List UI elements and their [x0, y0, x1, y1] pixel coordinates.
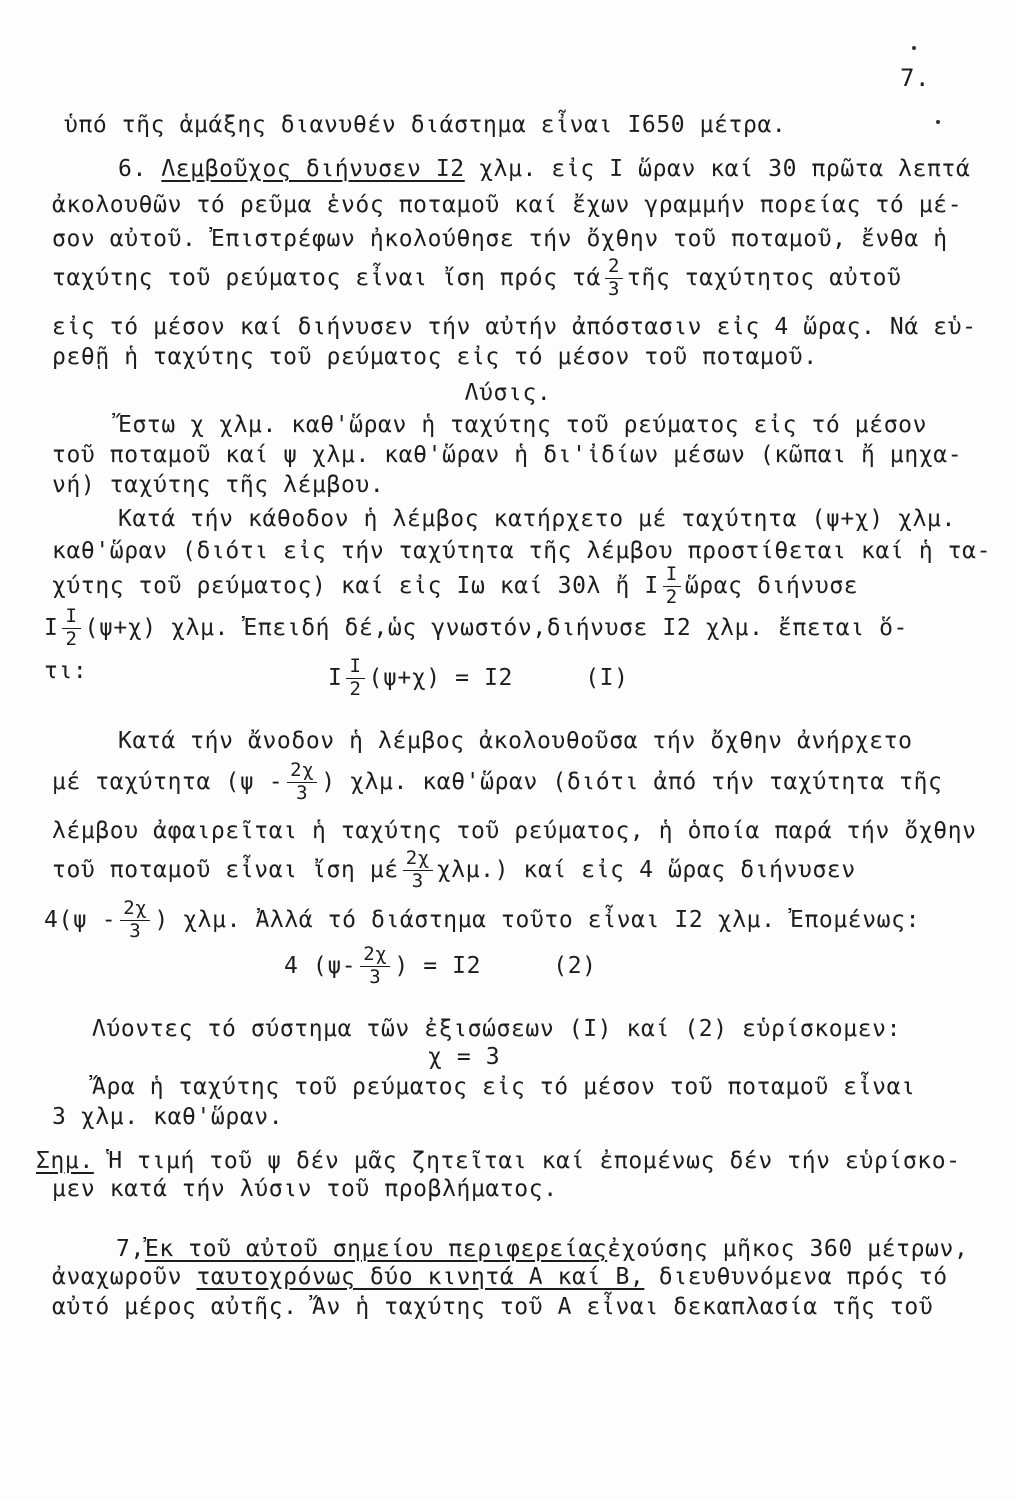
- integer-part: Ι: [328, 664, 343, 691]
- text-run: 4(ψ -: [44, 906, 117, 933]
- page-number: 7.: [900, 64, 931, 92]
- text-run: 4 (ψ-: [284, 952, 357, 979]
- denominator: 3: [608, 277, 621, 300]
- fraction: [663, 564, 681, 609]
- solution-line: [52, 564, 858, 609]
- problem-number: 6.: [118, 156, 147, 182]
- fraction: [287, 760, 317, 805]
- text-run: Ἡ τιμή τοῦ ψ δέν μᾶς ζητεῖται καί ἐπομένως δέν τήν εὑρίσκο-: [93, 1148, 961, 1174]
- speck-mark: [936, 120, 940, 124]
- solution-line: Κατά τήν κάθοδον ἡ λέμβος κατήρχετο μέ ταχύτητα (ψ+χ) χλμ.: [118, 506, 956, 532]
- problem-number: 7,: [116, 1236, 145, 1262]
- numerator: Ι: [663, 564, 681, 587]
- solution-heading: Λύσις.: [464, 380, 552, 406]
- solution-line: Ἔστω χ χλμ. καθ'ὥραν ἡ ταχύτης τοῦ ρεύματος εἰς τό μέσον: [118, 412, 928, 438]
- text-run: ἐχούσης μῆκος 360 μέτρων,: [607, 1236, 969, 1262]
- denominator: 3: [129, 919, 142, 942]
- numerator: 2χ: [360, 944, 390, 967]
- problem-7-line-2: [52, 1266, 948, 1289]
- fraction: [62, 606, 80, 651]
- text-run: ) = Ι2 (2): [394, 952, 597, 979]
- problem-6-line-2: ἀκολουθῶν τό ρεῦμα ἑνός ποταμοῦ καί ἔχων γραμμήν πορείας τό μέ-: [52, 192, 963, 218]
- problem-7-line-1: [116, 1238, 968, 1261]
- solution-line: [44, 898, 920, 943]
- note-label: Σημ.: [36, 1148, 94, 1174]
- fraction: [403, 848, 433, 893]
- denominator: 2: [349, 677, 362, 700]
- solution-line: Κατά τήν ἄνοδον ἡ λέμβος ἀκολουθοῦσα τήν ὄχθην ἀνήρχετο: [118, 728, 913, 754]
- speck-mark: [912, 46, 916, 50]
- problem-6-line-3: σον αὐτοῦ. Ἐπιστρέφων ἠκολούθησε τήν ὄχθην τοῦ ποταμοῦ, ἔνθα ἡ: [52, 226, 948, 252]
- solution-line: καθ'ὥραν (διότι εἰς τήν ταχύτητα τῆς λέμβου προστίθεται καί ἡ τα-: [52, 538, 992, 564]
- numerator: 2: [605, 256, 623, 279]
- solution-line: [44, 606, 908, 651]
- fraction: [346, 656, 364, 701]
- denominator: 3: [411, 869, 424, 892]
- denominator: 3: [296, 781, 309, 804]
- problem-6-line-6: ρεθῇ ἡ ταχύτης τοῦ ρεύματος εἰς τό μέσον τοῦ ποταμοῦ.: [52, 344, 818, 370]
- denominator: 3: [369, 965, 382, 988]
- fraction: [360, 944, 390, 989]
- text-run: (ψ+χ) χλμ. Ἐπειδή δέ,ὡς γνωστόν,διήνυσε Ι2 χλμ. ἔπεται ὅ-: [84, 614, 908, 641]
- equation-3: χ = 3: [428, 1044, 501, 1070]
- note-line: [36, 1150, 961, 1173]
- integer-part: Ι: [644, 572, 659, 599]
- fraction: [120, 898, 150, 943]
- problem-7-line-3: αὐτό μέρος αὐτῆς. Ἄν ἡ ταχύτης τοῦ Α εἶναι δεκαπλασία τῆς τοῦ: [52, 1294, 934, 1320]
- text-run: (ψ+χ) = Ι2 (Ι): [368, 664, 629, 691]
- underlined-text: ταυτοχρόνως δύο κινητά Α καί Β,: [196, 1264, 645, 1290]
- text-run: ) χλμ. Ἀλλά τό διάστημα τοῦτο εἶναι Ι2 χλμ. Ἐπομένως:: [154, 906, 921, 933]
- denominator: 2: [65, 627, 78, 650]
- integer-part: Ι: [44, 614, 59, 641]
- numerator: 2χ: [403, 848, 433, 871]
- text-line: ὑπό τῆς ἁμάξης διανυθέν διάστημα εἶναι Ι650 μέτρα.: [64, 112, 787, 138]
- numerator: 2χ: [120, 898, 150, 921]
- solution-line: 3 χλμ. καθ'ὥραν.: [52, 1104, 284, 1130]
- text-run: τοῦ ποταμοῦ εἶναι ἴση μέ: [52, 856, 399, 883]
- solution-line: Λύοντες τό σύστημα τῶν ἐξισώσεων (Ι) καί (2) εὑρίσκομεν:: [92, 1016, 902, 1042]
- problem-6-line-1: [118, 158, 970, 181]
- problem-6-line-5: εἰς τό μέσον καί διήνυσεν τήν αὐτήν ἀπόστασιν εἰς 4 ὥρας. Νά εὑ-: [52, 314, 977, 340]
- problem-6-line-4: [52, 256, 902, 301]
- underlined-text: Ἐκ τοῦ αὐτοῦ σημείου περιφερείας: [144, 1236, 608, 1262]
- equation-1: [328, 656, 629, 701]
- text-run: μέ ταχύτητα (ψ -: [52, 768, 284, 795]
- text-run: ὥρας διήνυσε: [684, 572, 859, 599]
- text-run: τῆς ταχύτητος αὐτοῦ: [627, 264, 902, 291]
- equation-2: [284, 944, 597, 989]
- solution-line: [52, 848, 856, 893]
- solution-line: λέμβου ἀφαιρεῖται ἡ ταχύτης τοῦ ρεύματος, ἡ ὁποία παρά τήν ὄχθην: [52, 818, 977, 844]
- numerator: Ι: [346, 656, 364, 679]
- fraction: [605, 256, 623, 301]
- text-run: ἀναχωροῦν: [52, 1264, 197, 1290]
- solution-line: [52, 760, 942, 805]
- note-line: μεν κατά τήν λύσιν τοῦ προβλήματος.: [52, 1176, 558, 1202]
- solution-line: νή) ταχύτης τῆς λέμβου.: [52, 472, 385, 498]
- solution-line: τοῦ ποταμοῦ καί ψ χλμ. καθ'ὥραν ἡ δι'ἰδίων μέσων (κῶπαι ἤ μηχα-: [52, 442, 963, 468]
- underlined-text: Λεμβοῦχος διήνυσεν Ι2: [161, 156, 465, 182]
- solution-line: Ἄρα ἡ ταχύτης τοῦ ρεύματος εἰς τό μέσον τοῦ ποταμοῦ εἶναι: [92, 1074, 916, 1100]
- text-run: χλμ. εἰς Ι ὥραν καί 30 πρῶτα λεπτά: [464, 156, 971, 182]
- text-run: διευθυνόμενα πρός τό: [644, 1264, 948, 1290]
- numerator: Ι: [62, 606, 80, 629]
- text-run: χλμ.) καί εἰς 4 ὥρας διήνυσεν: [436, 856, 856, 883]
- text-run: ) χλμ. καθ'ὥραν (διότι ἀπό τήν ταχύτητα τῆς: [321, 768, 943, 795]
- numerator: 2χ: [287, 760, 317, 783]
- denominator: 2: [665, 585, 678, 608]
- solution-line: τι:: [44, 658, 88, 684]
- text-run: χύτης τοῦ ρεύματος) καί εἰς Ιω καί 30λ ἤ: [52, 572, 630, 599]
- text-run: ταχύτης τοῦ ρεύματος εἶναι ἴση πρός τά: [52, 264, 601, 291]
